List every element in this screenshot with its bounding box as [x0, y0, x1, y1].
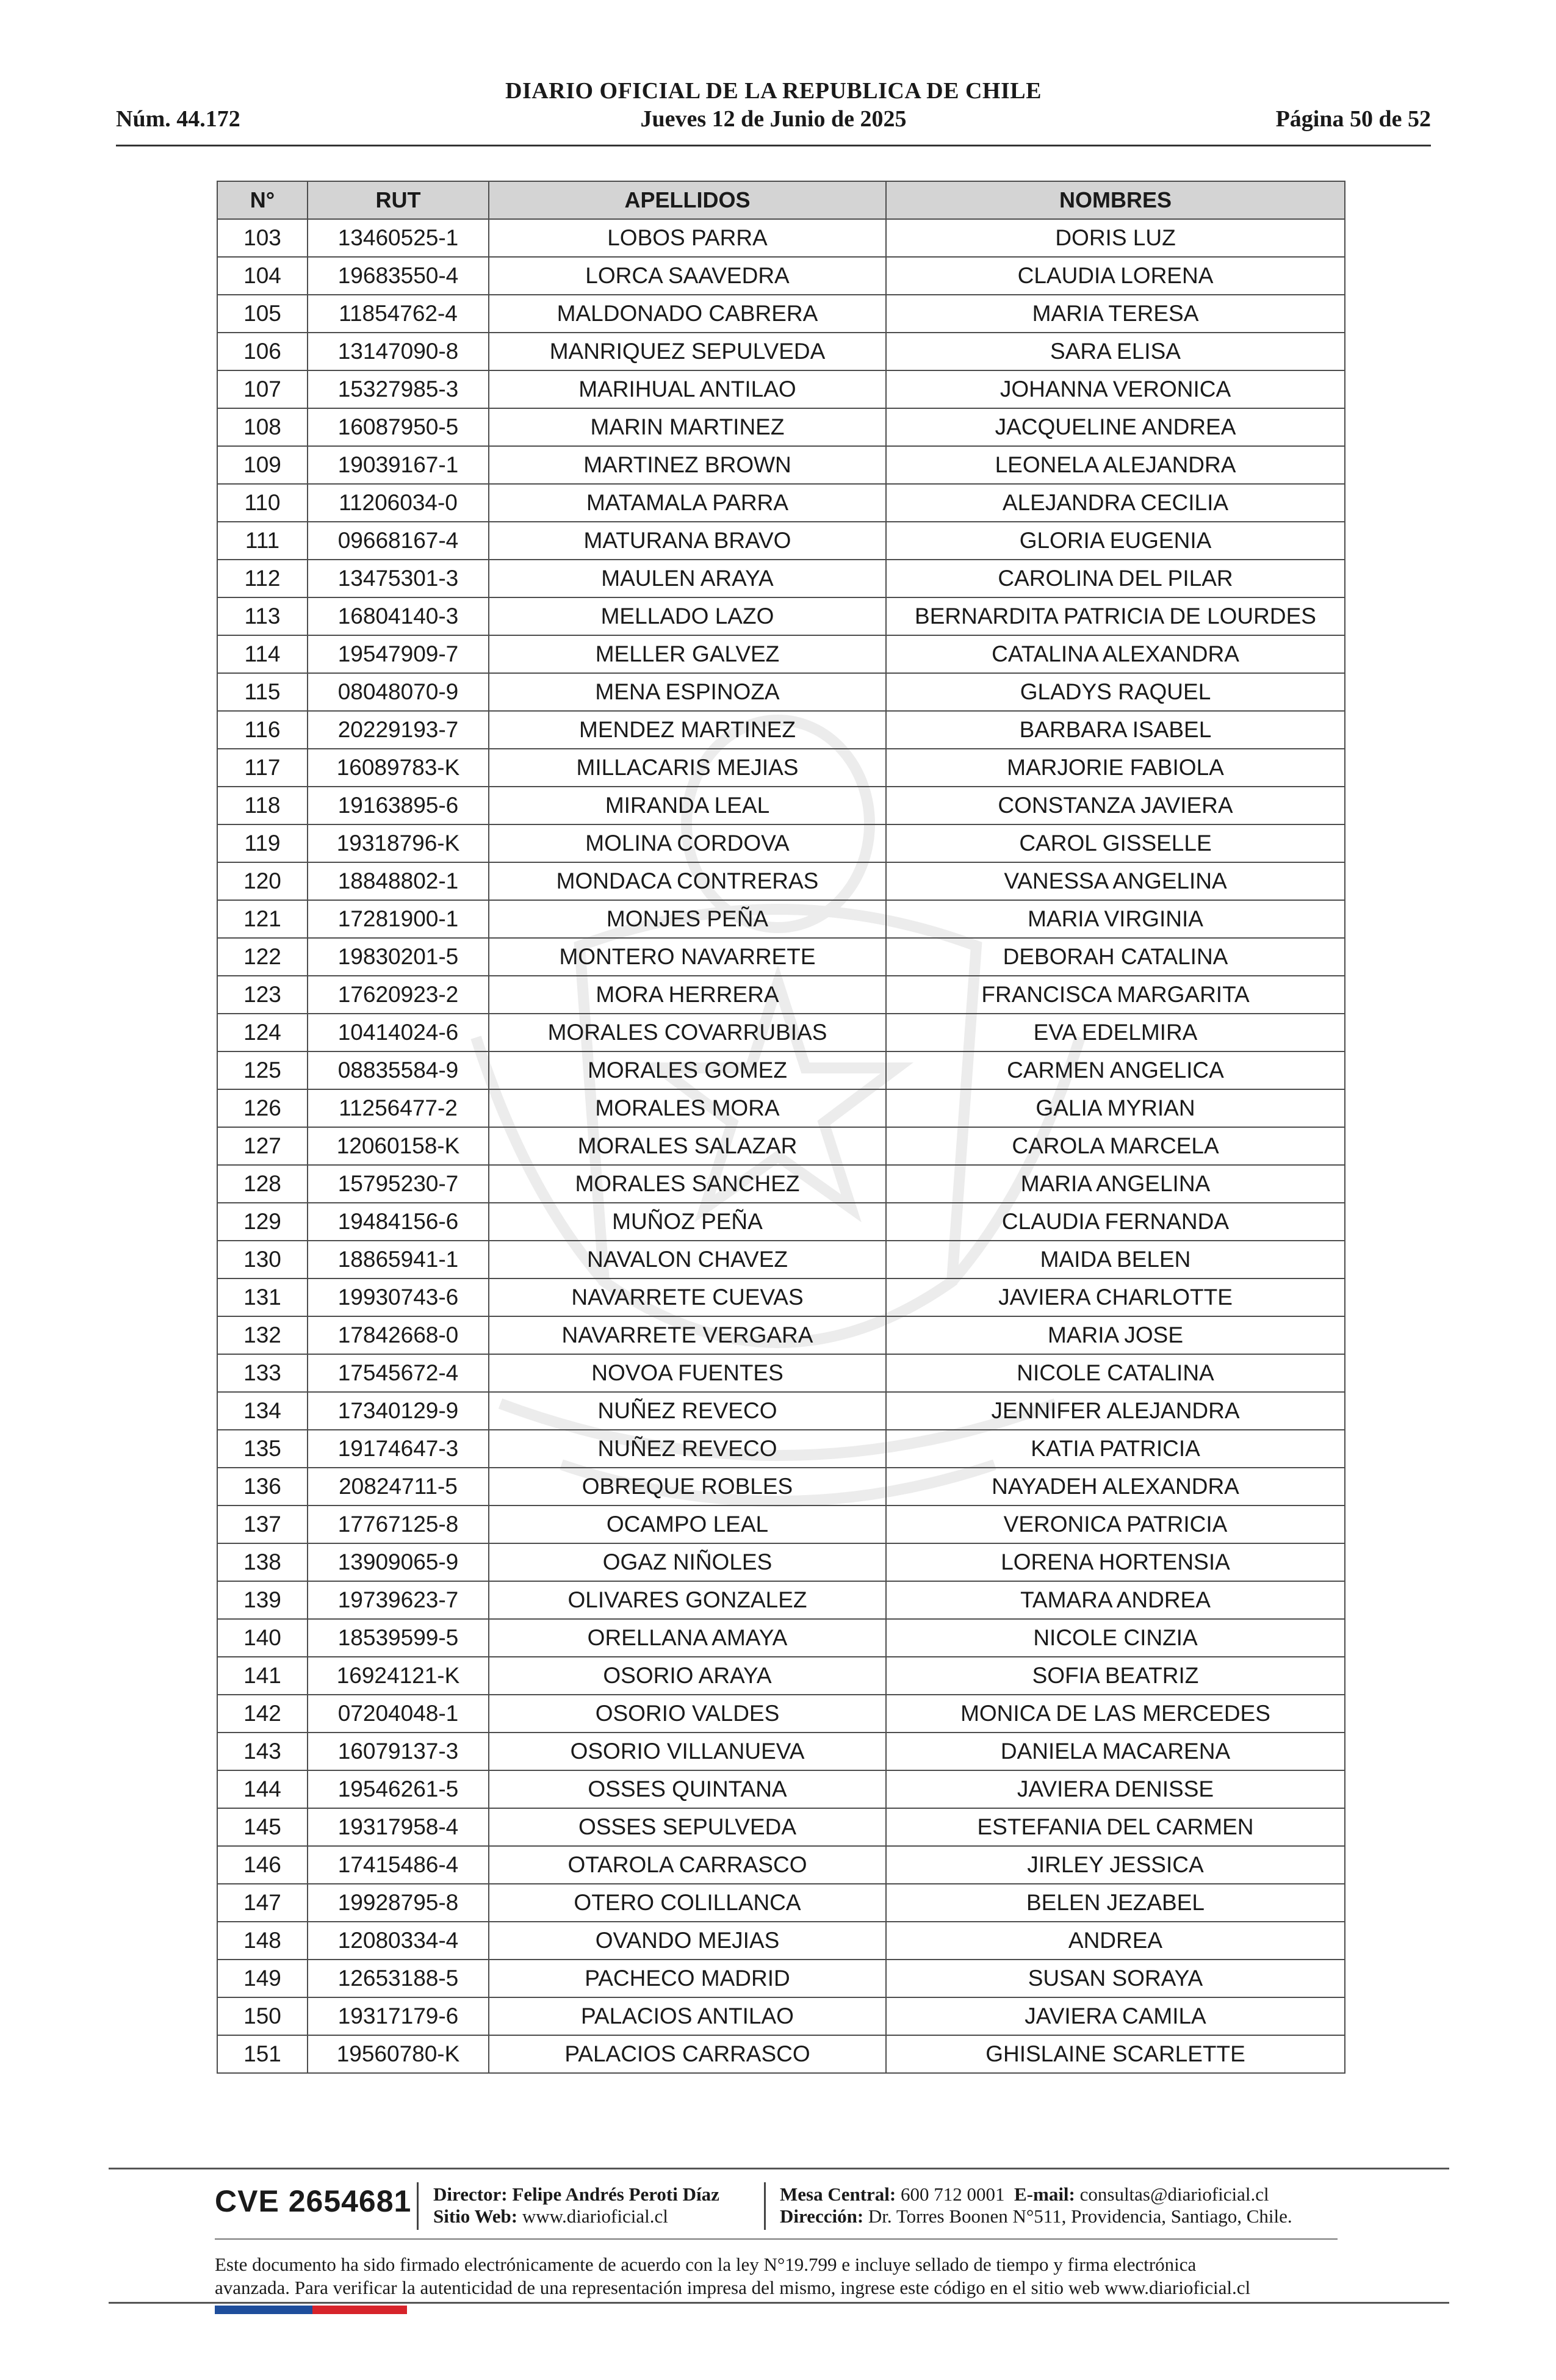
apellidos-cell: PALACIOS ANTILAO: [489, 1997, 886, 2035]
apellidos-cell: NOVOA FUENTES: [489, 1354, 886, 1392]
apellidos-cell: MORA HERRERA: [489, 976, 886, 1014]
table-row: [217, 1278, 1345, 1316]
apellidos-cell: MALDONADO CABRERA: [489, 295, 886, 333]
row-number: 151: [217, 2035, 308, 2073]
apellidos-cell: MORALES COVARRUBIAS: [489, 1014, 886, 1051]
apellidos-cell: OLIVARES GONZALEZ: [489, 1581, 886, 1619]
apellidos-cell: MARIHUAL ANTILAO: [489, 370, 886, 408]
apellidos-cell: OSSES SEPULVEDA: [489, 1808, 886, 1846]
column-header-number: N°: [217, 181, 308, 219]
nombres-cell: MONICA DE LAS MERCEDES: [886, 1695, 1345, 1733]
apellidos-cell: NUÑEZ REVECO: [489, 1392, 886, 1430]
row-number: 120: [217, 862, 308, 900]
table-row: [217, 1354, 1345, 1392]
row-number: 142: [217, 1695, 308, 1733]
rut-cell: 16804140-3: [308, 597, 489, 635]
nombres-cell: SOFIA BEATRIZ: [886, 1657, 1345, 1695]
row-number: 106: [217, 333, 308, 370]
table-row: [217, 522, 1345, 560]
rut-cell: 19163895-6: [308, 787, 489, 824]
table-row: [217, 1203, 1345, 1241]
phone-value: 600 712 0001: [901, 2183, 1005, 2205]
row-number: 145: [217, 1808, 308, 1846]
table-row: [217, 1960, 1345, 1997]
table-row: [217, 1770, 1345, 1808]
table-row: [217, 635, 1345, 673]
table-row: [217, 1997, 1345, 2035]
apellidos-cell: OBREQUE ROBLES: [489, 1468, 886, 1506]
footer-bottom-rule: [109, 2302, 1449, 2304]
rut-cell: 19318796-K: [308, 824, 489, 862]
rut-cell: 15327985-3: [308, 370, 489, 408]
row-number: 115: [217, 673, 308, 711]
nombres-cell: VANESSA ANGELINA: [886, 862, 1345, 900]
row-number: 112: [217, 560, 308, 597]
table-row: [217, 560, 1345, 597]
nombres-cell: CAROLA MARCELA: [886, 1127, 1345, 1165]
row-number: 149: [217, 1960, 308, 1997]
apellidos-cell: LOBOS PARRA: [489, 219, 886, 257]
table-row: [217, 824, 1345, 862]
row-number: 150: [217, 1997, 308, 2035]
row-number: 132: [217, 1316, 308, 1354]
rut-cell: 19547909-7: [308, 635, 489, 673]
rut-cell: 17281900-1: [308, 900, 489, 938]
nombres-cell: CATALINA ALEXANDRA: [886, 635, 1345, 673]
footer-director-block: [433, 2183, 719, 2227]
apellidos-cell: OSORIO VILLANUEVA: [489, 1733, 886, 1770]
row-number: 110: [217, 484, 308, 522]
nombres-cell: GHISLAINE SCARLETTE: [886, 2035, 1345, 2073]
rut-cell: 17545672-4: [308, 1354, 489, 1392]
apellidos-cell: MENDEZ MARTINEZ: [489, 711, 886, 749]
apellidos-cell: MATAMALA PARRA: [489, 484, 886, 522]
row-number: 146: [217, 1846, 308, 1884]
nombres-cell: BARBARA ISABEL: [886, 711, 1345, 749]
table-row: [217, 673, 1345, 711]
email-link[interactable]: consultas@diarioficial.cl: [1079, 2183, 1269, 2205]
rut-cell: 12060158-K: [308, 1127, 489, 1165]
rut-cell: 19039167-1: [308, 446, 489, 484]
rut-cell: 11206034-0: [308, 484, 489, 522]
row-number: 109: [217, 446, 308, 484]
table-row: [217, 749, 1345, 787]
apellidos-cell: MENA ESPINOZA: [489, 673, 886, 711]
table-row: [217, 1733, 1345, 1770]
apellidos-cell: OSSES QUINTANA: [489, 1770, 886, 1808]
nombres-cell: FRANCISCA MARGARITA: [886, 976, 1345, 1014]
rut-cell: 11256477-2: [308, 1089, 489, 1127]
apellidos-cell: MELLADO LAZO: [489, 597, 886, 635]
table-row: [217, 1808, 1345, 1846]
table-row: [217, 1316, 1345, 1354]
nombres-cell: NICOLE CINZIA: [886, 1619, 1345, 1657]
row-number: 123: [217, 976, 308, 1014]
apellidos-cell: ORELLANA AMAYA: [489, 1619, 886, 1657]
rut-cell: 09668167-4: [308, 522, 489, 560]
table-row: [217, 862, 1345, 900]
rut-cell: 18848802-1: [308, 862, 489, 900]
rut-cell: 17620923-2: [308, 976, 489, 1014]
row-number: 139: [217, 1581, 308, 1619]
table-row: [217, 1165, 1345, 1203]
nombres-cell: MARIA JOSE: [886, 1316, 1345, 1354]
apellidos-cell: LORCA SAAVEDRA: [489, 257, 886, 295]
table-row: [217, 711, 1345, 749]
nombres-cell: JAVIERA CAMILA: [886, 1997, 1345, 2035]
apellidos-cell: NAVARRETE VERGARA: [489, 1316, 886, 1354]
nombres-cell: BERNARDITA PATRICIA DE LOURDES: [886, 597, 1345, 635]
table-row: [217, 1014, 1345, 1051]
apellidos-cell: OCAMPO LEAL: [489, 1506, 886, 1543]
rut-cell: 20229193-7: [308, 711, 489, 749]
address-label: Dirección:: [780, 2205, 864, 2227]
table-row: [217, 370, 1345, 408]
row-number: 148: [217, 1922, 308, 1960]
footer-divider: [764, 2182, 766, 2230]
row-number: 103: [217, 219, 308, 257]
table-row: [217, 976, 1345, 1014]
table-row: [217, 1051, 1345, 1089]
nombres-cell: NICOLE CATALINA: [886, 1354, 1345, 1392]
nombres-cell: GALIA MYRIAN: [886, 1089, 1345, 1127]
director-name: Felipe Andrés Peroti Díaz: [512, 2183, 719, 2205]
nombres-cell: GLORIA EUGENIA: [886, 522, 1345, 560]
page-header: [116, 76, 1431, 146]
nombres-cell: KATIA PATRICIA: [886, 1430, 1345, 1468]
rut-cell: 19930743-6: [308, 1278, 489, 1316]
table-row: [217, 219, 1345, 257]
row-number: 137: [217, 1506, 308, 1543]
nombres-cell: CLAUDIA LORENA: [886, 257, 1345, 295]
nombres-cell: CAROL GISSELLE: [886, 824, 1345, 862]
table-row: [217, 1581, 1345, 1619]
apellidos-cell: NAVALON CHAVEZ: [489, 1241, 886, 1278]
nombres-cell: JENNIFER ALEJANDRA: [886, 1392, 1345, 1430]
table-row: [217, 597, 1345, 635]
rut-cell: 08048070-9: [308, 673, 489, 711]
table-row: [217, 1543, 1345, 1581]
rut-cell: 12653188-5: [308, 1960, 489, 1997]
table-row: [217, 408, 1345, 446]
rut-cell: 10414024-6: [308, 1014, 489, 1051]
rut-cell: 19560780-K: [308, 2035, 489, 2073]
apellidos-cell: MONJES PEÑA: [489, 900, 886, 938]
apellidos-cell: MOLINA CORDOVA: [489, 824, 886, 862]
row-number: 119: [217, 824, 308, 862]
apellidos-cell: MANRIQUEZ SEPULVEDA: [489, 333, 886, 370]
rut-cell: 16089783-K: [308, 749, 489, 787]
table-row: [217, 1430, 1345, 1468]
row-number: 116: [217, 711, 308, 749]
nombres-cell: EVA EDELMIRA: [886, 1014, 1345, 1051]
row-number: 144: [217, 1770, 308, 1808]
rut-cell: 13475301-3: [308, 560, 489, 597]
row-number: 125: [217, 1051, 308, 1089]
rut-cell: 19546261-5: [308, 1770, 489, 1808]
rut-cell: 19317179-6: [308, 1997, 489, 2035]
publication-date: Jueves 12 de Junio de 2025: [640, 106, 907, 132]
row-number: 108: [217, 408, 308, 446]
nombres-cell: GLADYS RAQUEL: [886, 673, 1345, 711]
row-number: 133: [217, 1354, 308, 1392]
web-link[interactable]: www.diarioficial.cl: [522, 2205, 668, 2227]
nombres-cell: JOHANNA VERONICA: [886, 370, 1345, 408]
rut-cell: 19484156-6: [308, 1203, 489, 1241]
row-number: 114: [217, 635, 308, 673]
flag-stripe-blue: [215, 2306, 312, 2314]
table-row: [217, 1127, 1345, 1165]
director-label: Director:: [433, 2183, 508, 2205]
apellidos-cell: MARTINEZ BROWN: [489, 446, 886, 484]
row-number: 113: [217, 597, 308, 635]
rut-cell: 13460525-1: [308, 219, 489, 257]
table-row: [217, 938, 1345, 976]
legal-line-2: avanzada. Para verificar la autenticidad de una representación impresa del mismo, ingrese este código en el sitio web www.diarioficial.cl: [215, 2277, 1251, 2298]
row-number: 131: [217, 1278, 308, 1316]
footer-contact-block: [780, 2183, 1292, 2227]
phone-label: Mesa Central:: [780, 2183, 896, 2205]
apellidos-cell: NUÑEZ REVECO: [489, 1430, 886, 1468]
table-row: [217, 257, 1345, 295]
nombres-cell: LORENA HORTENSIA: [886, 1543, 1345, 1581]
rut-cell: 08835584-9: [308, 1051, 489, 1089]
row-number: 107: [217, 370, 308, 408]
nombres-cell: CAROLINA DEL PILAR: [886, 560, 1345, 597]
apellidos-cell: MARIN MARTINEZ: [489, 408, 886, 446]
row-number: 122: [217, 938, 308, 976]
nombres-cell: JAVIERA CHARLOTTE: [886, 1278, 1345, 1316]
row-number: 129: [217, 1203, 308, 1241]
nombres-cell: JAVIERA DENISSE: [886, 1770, 1345, 1808]
footer-mid-rule: [215, 2238, 1338, 2240]
nombres-cell: SUSAN SORAYA: [886, 1960, 1345, 1997]
rut-cell: 19683550-4: [308, 257, 489, 295]
beneficiaries-table: [217, 181, 1345, 2074]
apellidos-cell: MAULEN ARAYA: [489, 560, 886, 597]
apellidos-cell: OGAZ NIÑOLES: [489, 1543, 886, 1581]
column-header-rut: RUT: [308, 181, 489, 219]
row-number: 124: [217, 1014, 308, 1051]
rut-cell: 17340129-9: [308, 1392, 489, 1430]
nombres-cell: DORIS LUZ: [886, 219, 1345, 257]
legal-notice: [215, 2253, 1374, 2299]
rut-cell: 16087950-5: [308, 408, 489, 446]
table-row: [217, 1884, 1345, 1922]
rut-cell: 19739623-7: [308, 1581, 489, 1619]
footer-divider: [417, 2182, 419, 2230]
row-number: 126: [217, 1089, 308, 1127]
row-number: 135: [217, 1430, 308, 1468]
rut-cell: 20824711-5: [308, 1468, 489, 1506]
rut-cell: 19830201-5: [308, 938, 489, 976]
rut-cell: 12080334-4: [308, 1922, 489, 1960]
apellidos-cell: MORALES MORA: [489, 1089, 886, 1127]
apellidos-cell: MIRANDA LEAL: [489, 787, 886, 824]
publication-title: DIARIO OFICIAL DE LA REPUBLICA DE CHILE: [505, 78, 1042, 104]
table-header-row: [217, 181, 1345, 219]
nombres-cell: SARA ELISA: [886, 333, 1345, 370]
apellidos-cell: MONDACA CONTRERAS: [489, 862, 886, 900]
rut-cell: 07204048-1: [308, 1695, 489, 1733]
apellidos-cell: MORALES SALAZAR: [489, 1127, 886, 1165]
nombres-cell: DANIELA MACARENA: [886, 1733, 1345, 1770]
nombres-cell: VERONICA PATRICIA: [886, 1506, 1345, 1543]
table-row: [217, 333, 1345, 370]
rut-cell: 16079137-3: [308, 1733, 489, 1770]
column-header-nombres: NOMBRES: [886, 181, 1345, 219]
cve-code: CVE 2654681: [215, 2184, 412, 2218]
row-number: 138: [217, 1543, 308, 1581]
rut-cell: 18865941-1: [308, 1241, 489, 1278]
table-row: [217, 1089, 1345, 1127]
nombres-cell: JIRLEY JESSICA: [886, 1846, 1345, 1884]
table-row: [217, 446, 1345, 484]
table-row: [217, 1468, 1345, 1506]
apellidos-cell: MILLACARIS MEJIAS: [489, 749, 886, 787]
apellidos-cell: MORALES GOMEZ: [489, 1051, 886, 1089]
table-row: [217, 900, 1345, 938]
table-row: [217, 1695, 1345, 1733]
address-value: Dr. Torres Boonen N°511, Providencia, Santiago, Chile.: [868, 2205, 1292, 2227]
column-header-apellidos: APELLIDOS: [489, 181, 886, 219]
row-number: 140: [217, 1619, 308, 1657]
rut-cell: 11854762-4: [308, 295, 489, 333]
row-number: 111: [217, 522, 308, 560]
issue-number: Núm. 44.172: [116, 106, 240, 132]
rut-cell: 13147090-8: [308, 333, 489, 370]
row-number: 104: [217, 257, 308, 295]
flag-stripe-red: [312, 2306, 407, 2314]
apellidos-cell: OSORIO VALDES: [489, 1695, 886, 1733]
apellidos-cell: MONTERO NAVARRETE: [489, 938, 886, 976]
table-row: [217, 1657, 1345, 1695]
table-row: [217, 1392, 1345, 1430]
row-number: 136: [217, 1468, 308, 1506]
apellidos-cell: MORALES SANCHEZ: [489, 1165, 886, 1203]
row-number: 143: [217, 1733, 308, 1770]
nombres-cell: CONSTANZA JAVIERA: [886, 787, 1345, 824]
nombres-cell: MARIA ANGELINA: [886, 1165, 1345, 1203]
apellidos-cell: MATURANA BRAVO: [489, 522, 886, 560]
apellidos-cell: OVANDO MEJIAS: [489, 1922, 886, 1960]
apellidos-cell: MUÑOZ PEÑA: [489, 1203, 886, 1241]
nombres-cell: JACQUELINE ANDREA: [886, 408, 1345, 446]
row-number: 105: [217, 295, 308, 333]
table-row: [217, 2035, 1345, 2073]
apellidos-cell: PALACIOS CARRASCO: [489, 2035, 886, 2073]
apellidos-cell: PACHECO MADRID: [489, 1960, 886, 1997]
rut-cell: 17842668-0: [308, 1316, 489, 1354]
table-row: [217, 1506, 1345, 1543]
nombres-cell: NAYADEH ALEXANDRA: [886, 1468, 1345, 1506]
apellidos-cell: NAVARRETE CUEVAS: [489, 1278, 886, 1316]
nombres-cell: DEBORAH CATALINA: [886, 938, 1345, 976]
table-row: [217, 484, 1345, 522]
nombres-cell: TAMARA ANDREA: [886, 1581, 1345, 1619]
footer-top-rule: [109, 2168, 1449, 2169]
rut-cell: 18539599-5: [308, 1619, 489, 1657]
apellidos-cell: OTAROLA CARRASCO: [489, 1846, 886, 1884]
nombres-cell: CARMEN ANGELICA: [886, 1051, 1345, 1089]
row-number: 130: [217, 1241, 308, 1278]
nombres-cell: ANDREA: [886, 1922, 1345, 1960]
apellidos-cell: MELLER GALVEZ: [489, 635, 886, 673]
row-number: 147: [217, 1884, 308, 1922]
nombres-cell: LEONELA ALEJANDRA: [886, 446, 1345, 484]
row-number: 134: [217, 1392, 308, 1430]
apellidos-cell: OTERO COLILLANCA: [489, 1884, 886, 1922]
row-number: 141: [217, 1657, 308, 1695]
rut-cell: 17415486-4: [308, 1846, 489, 1884]
row-number: 118: [217, 787, 308, 824]
rut-cell: 15795230-7: [308, 1165, 489, 1203]
row-number: 127: [217, 1127, 308, 1165]
nombres-cell: CLAUDIA FERNANDA: [886, 1203, 1345, 1241]
row-number: 128: [217, 1165, 308, 1203]
rut-cell: 16924121-K: [308, 1657, 489, 1695]
nombres-cell: MARJORIE FABIOLA: [886, 749, 1345, 787]
table-row: [217, 1846, 1345, 1884]
nombres-cell: BELEN JEZABEL: [886, 1884, 1345, 1922]
table-row: [217, 1922, 1345, 1960]
page-number: Página 50 de 52: [1275, 106, 1431, 132]
web-label: Sitio Web:: [433, 2205, 518, 2227]
rut-cell: 13909065-9: [308, 1543, 489, 1581]
table-row: [217, 295, 1345, 333]
nombres-cell: MAIDA BELEN: [886, 1241, 1345, 1278]
apellidos-cell: OSORIO ARAYA: [489, 1657, 886, 1695]
nombres-cell: MARIA TERESA: [886, 295, 1345, 333]
row-number: 117: [217, 749, 308, 787]
rut-cell: 19928795-8: [308, 1884, 489, 1922]
rut-cell: 19317958-4: [308, 1808, 489, 1846]
rut-cell: 17767125-8: [308, 1506, 489, 1543]
rut-cell: 19174647-3: [308, 1430, 489, 1468]
email-label: E-mail:: [1014, 2183, 1075, 2205]
table-row: [217, 787, 1345, 824]
nombres-cell: MARIA VIRGINIA: [886, 900, 1345, 938]
nombres-cell: ESTEFANIA DEL CARMEN: [886, 1808, 1345, 1846]
legal-line-1: Este documento ha sido firmado electrónicamente de acuerdo con la ley N°19.799 e incluye sellado de tiempo y firma electrónica: [215, 2254, 1197, 2275]
row-number: 121: [217, 900, 308, 938]
table-row: [217, 1241, 1345, 1278]
nombres-cell: ALEJANDRA CECILIA: [886, 484, 1345, 522]
table-row: [217, 1619, 1345, 1657]
